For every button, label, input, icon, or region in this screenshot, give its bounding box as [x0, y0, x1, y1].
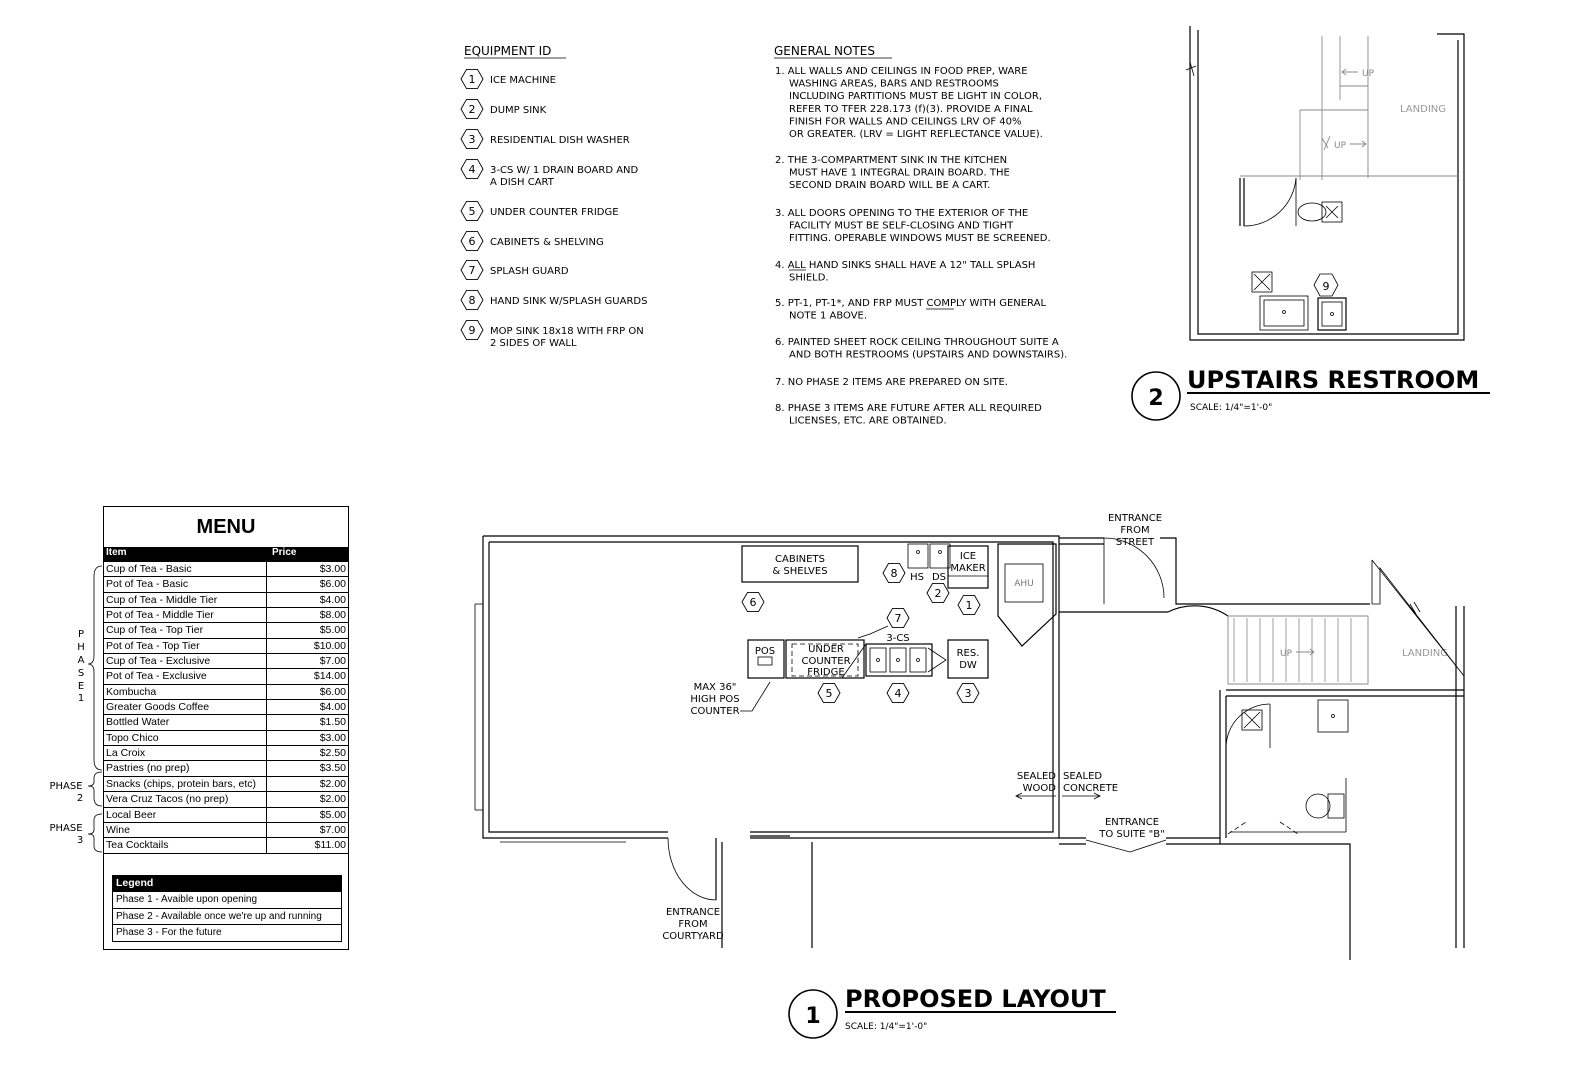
upstairs-scale: SCALE: 1/4"=1'-0"	[1190, 403, 1273, 413]
equipment-tag-6-label: 6	[468, 235, 476, 248]
layout-tag-5-label: 5	[825, 687, 833, 700]
stair-up-label-2: UP	[1334, 141, 1347, 151]
layout-title: PROPOSED LAYOUT	[845, 985, 1106, 1013]
menu-item-name: Kombucha	[104, 685, 267, 699]
legend-entry: Phase 1 - Avaible upon opening	[113, 891, 341, 908]
general-note-line: 1. ALL WALLS AND CEILINGS IN FOOD PREP, WARE	[775, 66, 1028, 77]
menu-item-price: $11.00	[314, 839, 346, 852]
menu-item-price: $10.00	[313, 639, 346, 652]
ice-label-1: ICE	[959, 551, 977, 562]
layout-tag-6-label: 6	[749, 596, 757, 609]
menu-item-name: Bottled Water	[104, 715, 267, 729]
legend-entry: Phase 3 - For the future	[113, 924, 341, 941]
menu-item-price: $7.00	[319, 823, 346, 836]
pos-label: POS	[754, 646, 776, 657]
equipment-heading: EQUIPMENT ID	[464, 44, 552, 58]
hand-sink	[908, 544, 928, 568]
equipment-item-text: SPLASH GUARD	[490, 266, 569, 277]
equipment-tag-2-label: 2	[468, 103, 476, 116]
menu-item-name: Vera Cruz Tacos (no prep)	[104, 792, 267, 806]
phase-braces	[49, 566, 102, 852]
maxpos-label-1: MAX 36"	[693, 682, 737, 693]
street-entrance-1: ENTRANCE	[1107, 513, 1163, 524]
menu-row	[104, 715, 348, 730]
fridge-label-2: COUNTER	[801, 656, 851, 667]
menu-legend	[112, 875, 342, 942]
general-note-line: 5. PT-1, PT-1*, AND FRP MUST COMPLY WITH GENERAL	[775, 298, 1047, 309]
menu-item-name: Snacks (chips, protein bars, etc)	[104, 777, 267, 791]
phase-1-letter: H	[77, 642, 85, 653]
general-note-line: FACILITY MUST BE SELF-CLOSING AND TIGHT	[789, 220, 1014, 232]
street-entrance-3: STREET	[1115, 537, 1155, 548]
menu-row	[104, 608, 348, 623]
landing-label-2: LANDING	[1402, 648, 1449, 659]
equipment-tag-8-label: 8	[468, 294, 476, 307]
menu-row	[104, 838, 348, 853]
general-note-line: INCLUDING PARTITIONS MUST BE LIGHT IN COLOR,	[789, 91, 1042, 103]
dump-sink	[930, 544, 950, 568]
menu-item-price: $5.00	[319, 624, 346, 637]
menu-row	[104, 669, 348, 684]
courtyard-entrance-2: FROM	[678, 919, 708, 930]
maxpos-label-2: HIGH POS	[690, 694, 740, 705]
equipment-tag-4-label: 4	[468, 163, 476, 176]
phase-1-letter: 1	[77, 693, 85, 704]
menu-item-name: Pastries (no prep)	[104, 761, 267, 775]
general-note-line: SECOND DRAIN BOARD WILL BE A CART.	[789, 180, 991, 192]
menu-row	[104, 685, 348, 700]
resdw-label-2: DW	[959, 660, 977, 671]
menu-row	[104, 577, 348, 592]
ice-label-2: MAKER	[950, 563, 986, 574]
tag-9-label: 9	[1322, 280, 1330, 293]
menu-item-price: $3.00	[319, 731, 346, 744]
menu-row	[104, 639, 348, 654]
general-note-line: WASHING AREAS, BARS AND RESTROOMS	[789, 78, 999, 90]
menu-col-item: Item	[106, 547, 127, 558]
layout-tag-7-label: 7	[894, 612, 902, 625]
menu-item-name: Cup of Tea - Top Tier	[104, 623, 267, 637]
general-note-line: 7. NO PHASE 2 ITEMS ARE PREPARED ON SITE.	[775, 377, 1008, 388]
menu-item-price: $2.00	[319, 793, 346, 806]
equipment-tag-5-label: 5	[468, 205, 476, 218]
upstairs-restroom-plan	[1132, 26, 1490, 420]
layout-scale: SCALE: 1/4"=1'-0"	[845, 1022, 928, 1032]
menu-row	[104, 746, 348, 761]
general-note-line: LICENSES, ETC. ARE OBTAINED.	[789, 415, 947, 427]
menu-item-name: Wine	[104, 823, 267, 837]
equipment-item-text: 2 SIDES OF WALL	[490, 338, 577, 349]
courtyard-entrance-1: ENTRANCE	[665, 907, 721, 918]
equipment-tags	[742, 563, 980, 702]
phase-1-label	[77, 629, 85, 704]
menu-item-price: $8.00	[319, 609, 346, 622]
phase-1-letter: S	[77, 668, 85, 679]
menu-item-price: $2.50	[319, 747, 346, 760]
menu-item-name: Pot of Tea - Top Tier	[104, 639, 267, 653]
ahu-label: AHU	[1014, 579, 1034, 589]
menu-row	[104, 761, 348, 776]
equipment-item-text: HAND SINK W/SPLASH GUARDS	[490, 296, 648, 307]
fridge-label-3: FRIDGE	[807, 667, 845, 678]
menu-item-name: Greater Goods Coffee	[104, 700, 267, 714]
layout-tag-3-label: 3	[964, 687, 972, 700]
menu-item-price: $6.00	[319, 578, 346, 591]
menu-row	[104, 562, 348, 577]
layout-tag-1-label: 1	[965, 599, 973, 612]
equipment-tag-3-label: 3	[468, 133, 476, 146]
menu-item-price: $5.00	[319, 808, 346, 821]
menu-item-price: $1.50	[319, 716, 346, 729]
general-note-line: 6. PAINTED SHEET ROCK CEILING THROUGHOUT SUITE A	[775, 337, 1059, 348]
street-entrance-2: FROM	[1120, 525, 1150, 536]
stair-up-label: UP	[1362, 69, 1375, 79]
menu-item-price: $4.00	[319, 701, 346, 714]
menu-row	[104, 792, 348, 807]
general-note-line: MUST HAVE 1 INTEGRAL DRAIN BOARD. THE	[789, 167, 1010, 179]
notes-list	[775, 66, 1067, 427]
menu-col-price: Price	[272, 547, 297, 558]
equipment-list	[461, 69, 647, 349]
hs-label: HS	[910, 572, 924, 583]
general-notes	[774, 44, 1067, 427]
equipment-tag-9-label: 9	[468, 324, 476, 337]
menu-row	[104, 777, 348, 792]
menu-item-name: Pot of Tea - Middle Tier	[104, 608, 267, 622]
menu-item-price: $3.50	[319, 762, 346, 775]
stair-treads	[1234, 618, 1351, 682]
layout-tag-4-label: 4	[894, 687, 902, 700]
general-note-line: AND BOTH RESTROOMS (UPSTAIRS AND DOWNSTAIRS).	[789, 349, 1068, 361]
general-note-line: REFER TO TFER 228.173 (f)(3). PROVIDE A FINAL	[789, 103, 1033, 115]
general-note-line: SHIELD.	[789, 272, 829, 284]
menu-header	[104, 547, 348, 562]
equipment-item-text: MOP SINK 18x18 WITH FRP ON	[490, 326, 644, 337]
suite-entrance-1: ENTRANCE	[1104, 817, 1160, 828]
equipment-item-text: UNDER COUNTER FRIDGE	[490, 207, 619, 218]
sealed-wood-2: WOOD	[1022, 783, 1056, 794]
menu-row	[104, 593, 348, 608]
equipment-item-text: CABINETS & SHELVING	[490, 237, 604, 248]
equipment-item-text: 3-CS W/ 1 DRAIN BOARD AND	[490, 165, 639, 176]
menu-item-name: Tea Cocktails	[104, 838, 267, 852]
menu-table	[103, 506, 349, 950]
equipment-legend	[461, 44, 647, 349]
maxpos-label-3: COUNTER	[690, 706, 740, 717]
phase-1-letter: A	[77, 655, 85, 666]
menu-item-price: $3.00	[319, 563, 346, 575]
phase-2-label-2: 2	[76, 793, 84, 804]
menu-row	[104, 623, 348, 638]
equipment-item-text: A DISH CART	[490, 177, 554, 188]
equipment-item-text: RESIDENTIAL DISH WASHER	[490, 135, 630, 146]
general-note-line: FINISH FOR WALLS AND CEILINGS LRV OF 40%	[789, 116, 1022, 128]
layout-detail-number: 1	[805, 1004, 821, 1029]
menu-item-price: $7.00	[319, 655, 346, 668]
three-cs-label: 3-CS	[886, 633, 910, 644]
general-note-line: 4. ALL HAND SINKS SHALL HAVE A 12" TALL SPLASH	[775, 260, 1036, 271]
menu-title: MENU	[196, 516, 256, 538]
residential-dishwasher	[948, 640, 988, 678]
general-note-line: 2. THE 3-COMPARTMENT SINK IN THE KITCHEN	[775, 155, 1008, 166]
menu-item-price: $6.00	[319, 685, 346, 698]
general-note-line: 8. PHASE 3 ITEMS ARE FUTURE AFTER ALL REQUIRED	[775, 403, 1042, 414]
menu-item-name: La Croix	[104, 746, 267, 760]
cabinets-label-1: CABINETS	[775, 554, 825, 565]
three-compartment-sink	[866, 644, 932, 676]
general-note-line: FITTING. OPERABLE WINDOWS MUST BE SCREENED.	[789, 233, 1051, 245]
general-note-line: 3. ALL DOORS OPENING TO THE EXTERIOR OF THE	[775, 208, 1029, 219]
menu-item-name: Cup of Tea - Middle Tier	[104, 593, 267, 607]
sealed-concrete-2: CONCRETE	[1063, 783, 1119, 794]
menu-row	[104, 808, 348, 823]
phase-2-label-1: PHASE	[49, 781, 83, 792]
phase-3-label-1: PHASE	[49, 823, 83, 834]
menu-row	[104, 700, 348, 715]
legend-entry: Phase 2 - Available once we're up and running	[113, 908, 341, 925]
upstairs-detail-number: 2	[1148, 386, 1164, 411]
menu-row	[104, 823, 348, 838]
proposed-layout-plan	[475, 513, 1464, 1038]
equipment-item-text: ICE MACHINE	[490, 75, 556, 86]
phase-3-label-2: 3	[76, 835, 84, 846]
equipment-tag-7-label: 7	[468, 264, 476, 277]
layout-tag-8-label: 8	[890, 567, 898, 580]
menu-item-name: Pot of Tea - Basic	[104, 577, 267, 591]
menu-row	[104, 654, 348, 669]
stair-up-label-3: UP	[1280, 649, 1293, 659]
menu-item-price: $14.00	[313, 670, 346, 683]
menu-item-name: Local Beer	[104, 808, 267, 822]
equipment-tag-1-label: 1	[468, 73, 476, 86]
suite-entrance-2: TO SUITE "B"	[1099, 829, 1165, 840]
phase-1-letter: E	[77, 681, 85, 692]
menu-item-price: $4.00	[319, 593, 346, 606]
resdw-label-1: RES.	[956, 648, 980, 659]
general-note-line: NOTE 1 ABOVE.	[789, 310, 868, 322]
upstairs-title: UPSTAIRS RESTROOM	[1187, 366, 1480, 394]
sealed-wood-1: SEALED	[1016, 771, 1056, 782]
phase-1-letter: P	[77, 629, 85, 640]
cabinets-label-2: & SHELVES	[772, 566, 828, 577]
fridge-label-1: UNDER	[808, 644, 844, 655]
notes-heading: GENERAL NOTES	[774, 44, 875, 58]
menu-item-name: Pot of Tea - Exclusive	[104, 669, 267, 683]
menu-item-name: Topo Chico	[104, 731, 267, 745]
menu-row	[104, 731, 348, 746]
menu-item-name: Cup of Tea - Exclusive	[104, 654, 267, 668]
general-note-line: OR GREATER. (LRV = LIGHT REFLECTANCE VALUE).	[789, 129, 1043, 140]
menu-item-name: Cup of Tea - Basic	[104, 562, 267, 576]
landing-label: LANDING	[1400, 104, 1447, 115]
courtyard-entrance-3: COURTYARD	[662, 931, 724, 942]
legend-title: Legend	[113, 876, 341, 891]
layout-tag-2-label: 2	[934, 587, 942, 600]
equipment-item-text: DUMP SINK	[490, 105, 547, 116]
menu-rows	[104, 562, 348, 854]
menu-item-price: $2.00	[319, 777, 346, 790]
sealed-concrete-1: SEALED	[1063, 771, 1103, 782]
ds-label: DS	[931, 572, 947, 583]
